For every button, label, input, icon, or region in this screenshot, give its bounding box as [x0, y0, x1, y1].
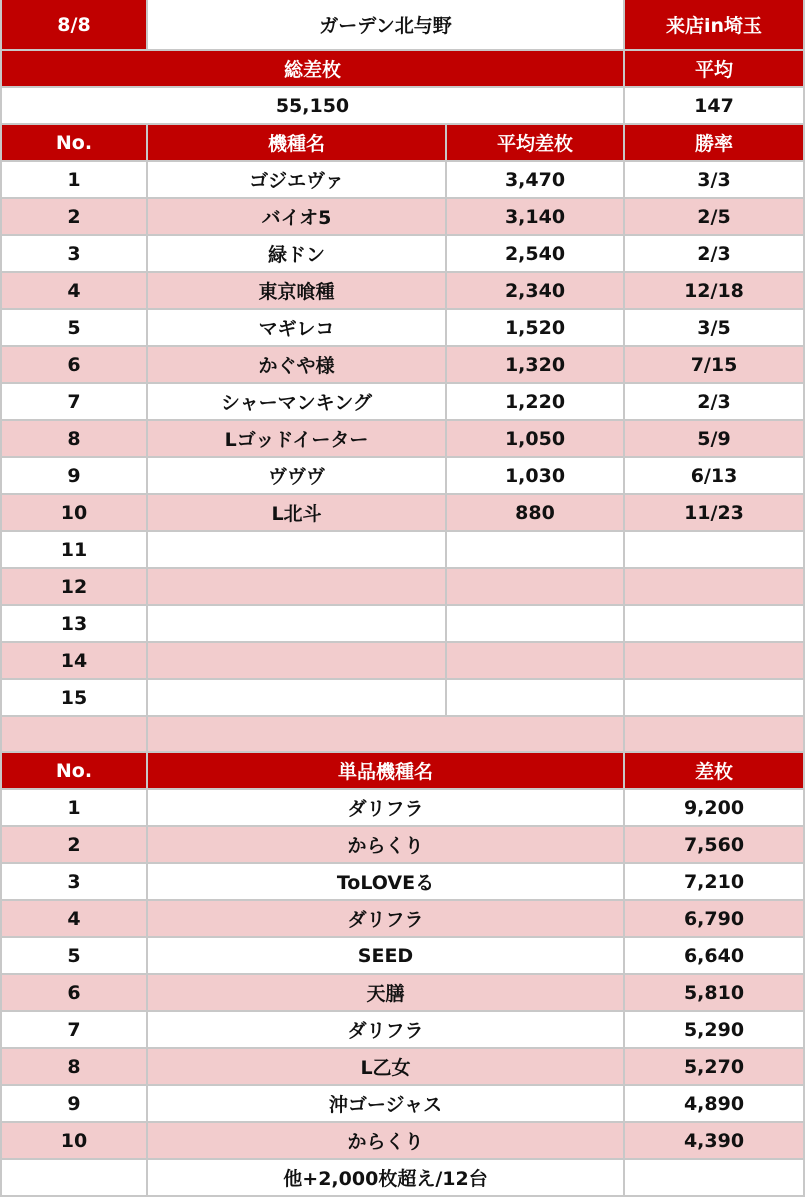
avg-diff: 880: [447, 495, 625, 532]
model-name: 東京喰種: [148, 273, 447, 310]
avg-diff: 1,030: [447, 458, 625, 495]
table-row: [0, 1123, 805, 1160]
footer-row: [0, 1160, 805, 1197]
table-row: [0, 606, 805, 643]
model-name: [148, 569, 447, 606]
avg-diff: 1,520: [447, 310, 625, 347]
table-row: [0, 864, 805, 901]
diff-value: 5,270: [625, 1049, 805, 1086]
model-name: [148, 680, 447, 717]
win-rate: 6/13: [625, 458, 805, 495]
single-model-name: ToLOVEる: [148, 864, 625, 901]
table-row: [0, 901, 805, 938]
diff-value: 4,890: [625, 1086, 805, 1123]
single-model-name: L乙女: [148, 1049, 625, 1086]
diff-value: 7,560: [625, 827, 805, 864]
model-name: ゴジエヴァ: [148, 162, 447, 199]
diff-value: 9,200: [625, 790, 805, 827]
model-name: Lゴッドイーター: [148, 421, 447, 458]
avg-diff: [447, 643, 625, 680]
table-row: [0, 790, 805, 827]
spacer-cell: [0, 717, 148, 753]
single-model-name: からくり: [148, 1123, 625, 1160]
avg-diff: [447, 569, 625, 606]
avg-diff: 2,540: [447, 236, 625, 273]
win-rate: 3/3: [625, 162, 805, 199]
row-number: 3: [0, 864, 148, 901]
avg-diff: [447, 680, 625, 717]
total-diff-value: 55,150: [0, 88, 625, 125]
table-row: [0, 680, 805, 717]
single-model-name: ダリフラ: [148, 790, 625, 827]
total-diff-header: 総差枚: [0, 51, 625, 88]
table-row: [0, 273, 805, 310]
win-rate: [625, 606, 805, 643]
single-model-name: からくり: [148, 827, 625, 864]
model-name: かぐや様: [148, 347, 447, 384]
diff-value: 7,210: [625, 864, 805, 901]
table-row: [0, 1049, 805, 1086]
col-no-header: No.: [0, 125, 148, 162]
summary-header-row: [0, 51, 805, 88]
single-table-header: [0, 753, 805, 790]
row-number: 12: [0, 569, 148, 606]
row-number: 15: [0, 680, 148, 717]
table-row: [0, 310, 805, 347]
model-name: [148, 532, 447, 569]
diff-value: 4,390: [625, 1123, 805, 1160]
row-number: 7: [0, 1012, 148, 1049]
win-rate: [625, 643, 805, 680]
model-name: [148, 606, 447, 643]
single-model-name: 天膳: [148, 975, 625, 1012]
model-name: ヴヴヴ: [148, 458, 447, 495]
title-row: [0, 0, 805, 51]
table-row: [0, 495, 805, 532]
average-value: 147: [625, 88, 805, 125]
avg-diff: 1,320: [447, 347, 625, 384]
avg-diff: 1,050: [447, 421, 625, 458]
spacer-row: [0, 717, 805, 753]
table-row: [0, 347, 805, 384]
event-cell: 来店in埼玉: [625, 0, 805, 51]
win-rate: [625, 680, 805, 717]
win-rate: 2/3: [625, 384, 805, 421]
avg-diff: [447, 532, 625, 569]
win-rate: 2/5: [625, 199, 805, 236]
row-number: 10: [0, 495, 148, 532]
win-rate: 12/18: [625, 273, 805, 310]
col-avg-diff-header: 平均差枚: [447, 125, 625, 162]
date-cell: 8/8: [0, 0, 148, 51]
row-number: 2: [0, 199, 148, 236]
table-row: [0, 384, 805, 421]
row-number: 1: [0, 162, 148, 199]
table-row: [0, 938, 805, 975]
win-rate: 3/5: [625, 310, 805, 347]
row-number: 2: [0, 827, 148, 864]
spacer-cell: [148, 717, 625, 753]
table-row: [0, 975, 805, 1012]
table-row: [0, 199, 805, 236]
single-model-name: SEED: [148, 938, 625, 975]
avg-diff: 3,140: [447, 199, 625, 236]
footer-empty-cell: [625, 1160, 805, 1197]
win-rate: [625, 532, 805, 569]
row-number: 5: [0, 938, 148, 975]
col-model-name-header: 機種名: [148, 125, 447, 162]
model-name: シャーマンキング: [148, 384, 447, 421]
row-number: 6: [0, 975, 148, 1012]
avg-diff: 1,220: [447, 384, 625, 421]
average-header: 平均: [625, 51, 805, 88]
win-rate: 5/9: [625, 421, 805, 458]
model-name: L北斗: [148, 495, 447, 532]
win-rate: 7/15: [625, 347, 805, 384]
model-name: 緑ドン: [148, 236, 447, 273]
row-number: 6: [0, 347, 148, 384]
table-row: [0, 1012, 805, 1049]
table-row: [0, 643, 805, 680]
row-number: 9: [0, 1086, 148, 1123]
table-row: [0, 421, 805, 458]
row-number: 5: [0, 310, 148, 347]
row-number: 4: [0, 901, 148, 938]
diff-value: 5,290: [625, 1012, 805, 1049]
single-model-name: 沖ゴージャス: [148, 1086, 625, 1123]
win-rate: 11/23: [625, 495, 805, 532]
row-number: 13: [0, 606, 148, 643]
avg-diff: 3,470: [447, 162, 625, 199]
win-rate: 2/3: [625, 236, 805, 273]
row-number: 3: [0, 236, 148, 273]
row-number: 4: [0, 273, 148, 310]
row-number: 10: [0, 1123, 148, 1160]
diff-value: 5,810: [625, 975, 805, 1012]
row-number: 8: [0, 421, 148, 458]
row-number: 9: [0, 458, 148, 495]
col-single-model-header: 単品機種名: [148, 753, 625, 790]
row-number: 14: [0, 643, 148, 680]
col-no-header: No.: [0, 753, 148, 790]
footer-note: 他+2,000枚超え/12台: [148, 1160, 625, 1197]
table-row: [0, 827, 805, 864]
footer-empty-cell: [0, 1160, 148, 1197]
row-number: 8: [0, 1049, 148, 1086]
model-name: マギレコ: [148, 310, 447, 347]
table-row: [0, 569, 805, 606]
summary-value-row: [0, 88, 805, 125]
col-win-rate-header: 勝率: [625, 125, 805, 162]
table-row: [0, 532, 805, 569]
table-row: [0, 1086, 805, 1123]
row-number: 11: [0, 532, 148, 569]
row-number: 1: [0, 790, 148, 827]
model-table-header: [0, 125, 805, 162]
diff-value: 6,790: [625, 901, 805, 938]
model-name: [148, 643, 447, 680]
win-rate: [625, 569, 805, 606]
table-row: [0, 162, 805, 199]
avg-diff: 2,340: [447, 273, 625, 310]
single-model-name: ダリフラ: [148, 1012, 625, 1049]
col-diff-header: 差枚: [625, 753, 805, 790]
row-number: 7: [0, 384, 148, 421]
table-row: [0, 236, 805, 273]
table-row: [0, 458, 805, 495]
avg-diff: [447, 606, 625, 643]
single-model-name: ダリフラ: [148, 901, 625, 938]
store-name-cell: ガーデン北与野: [148, 0, 625, 51]
spacer-cell: [625, 717, 805, 753]
model-name: バイオ5: [148, 199, 447, 236]
diff-value: 6,640: [625, 938, 805, 975]
